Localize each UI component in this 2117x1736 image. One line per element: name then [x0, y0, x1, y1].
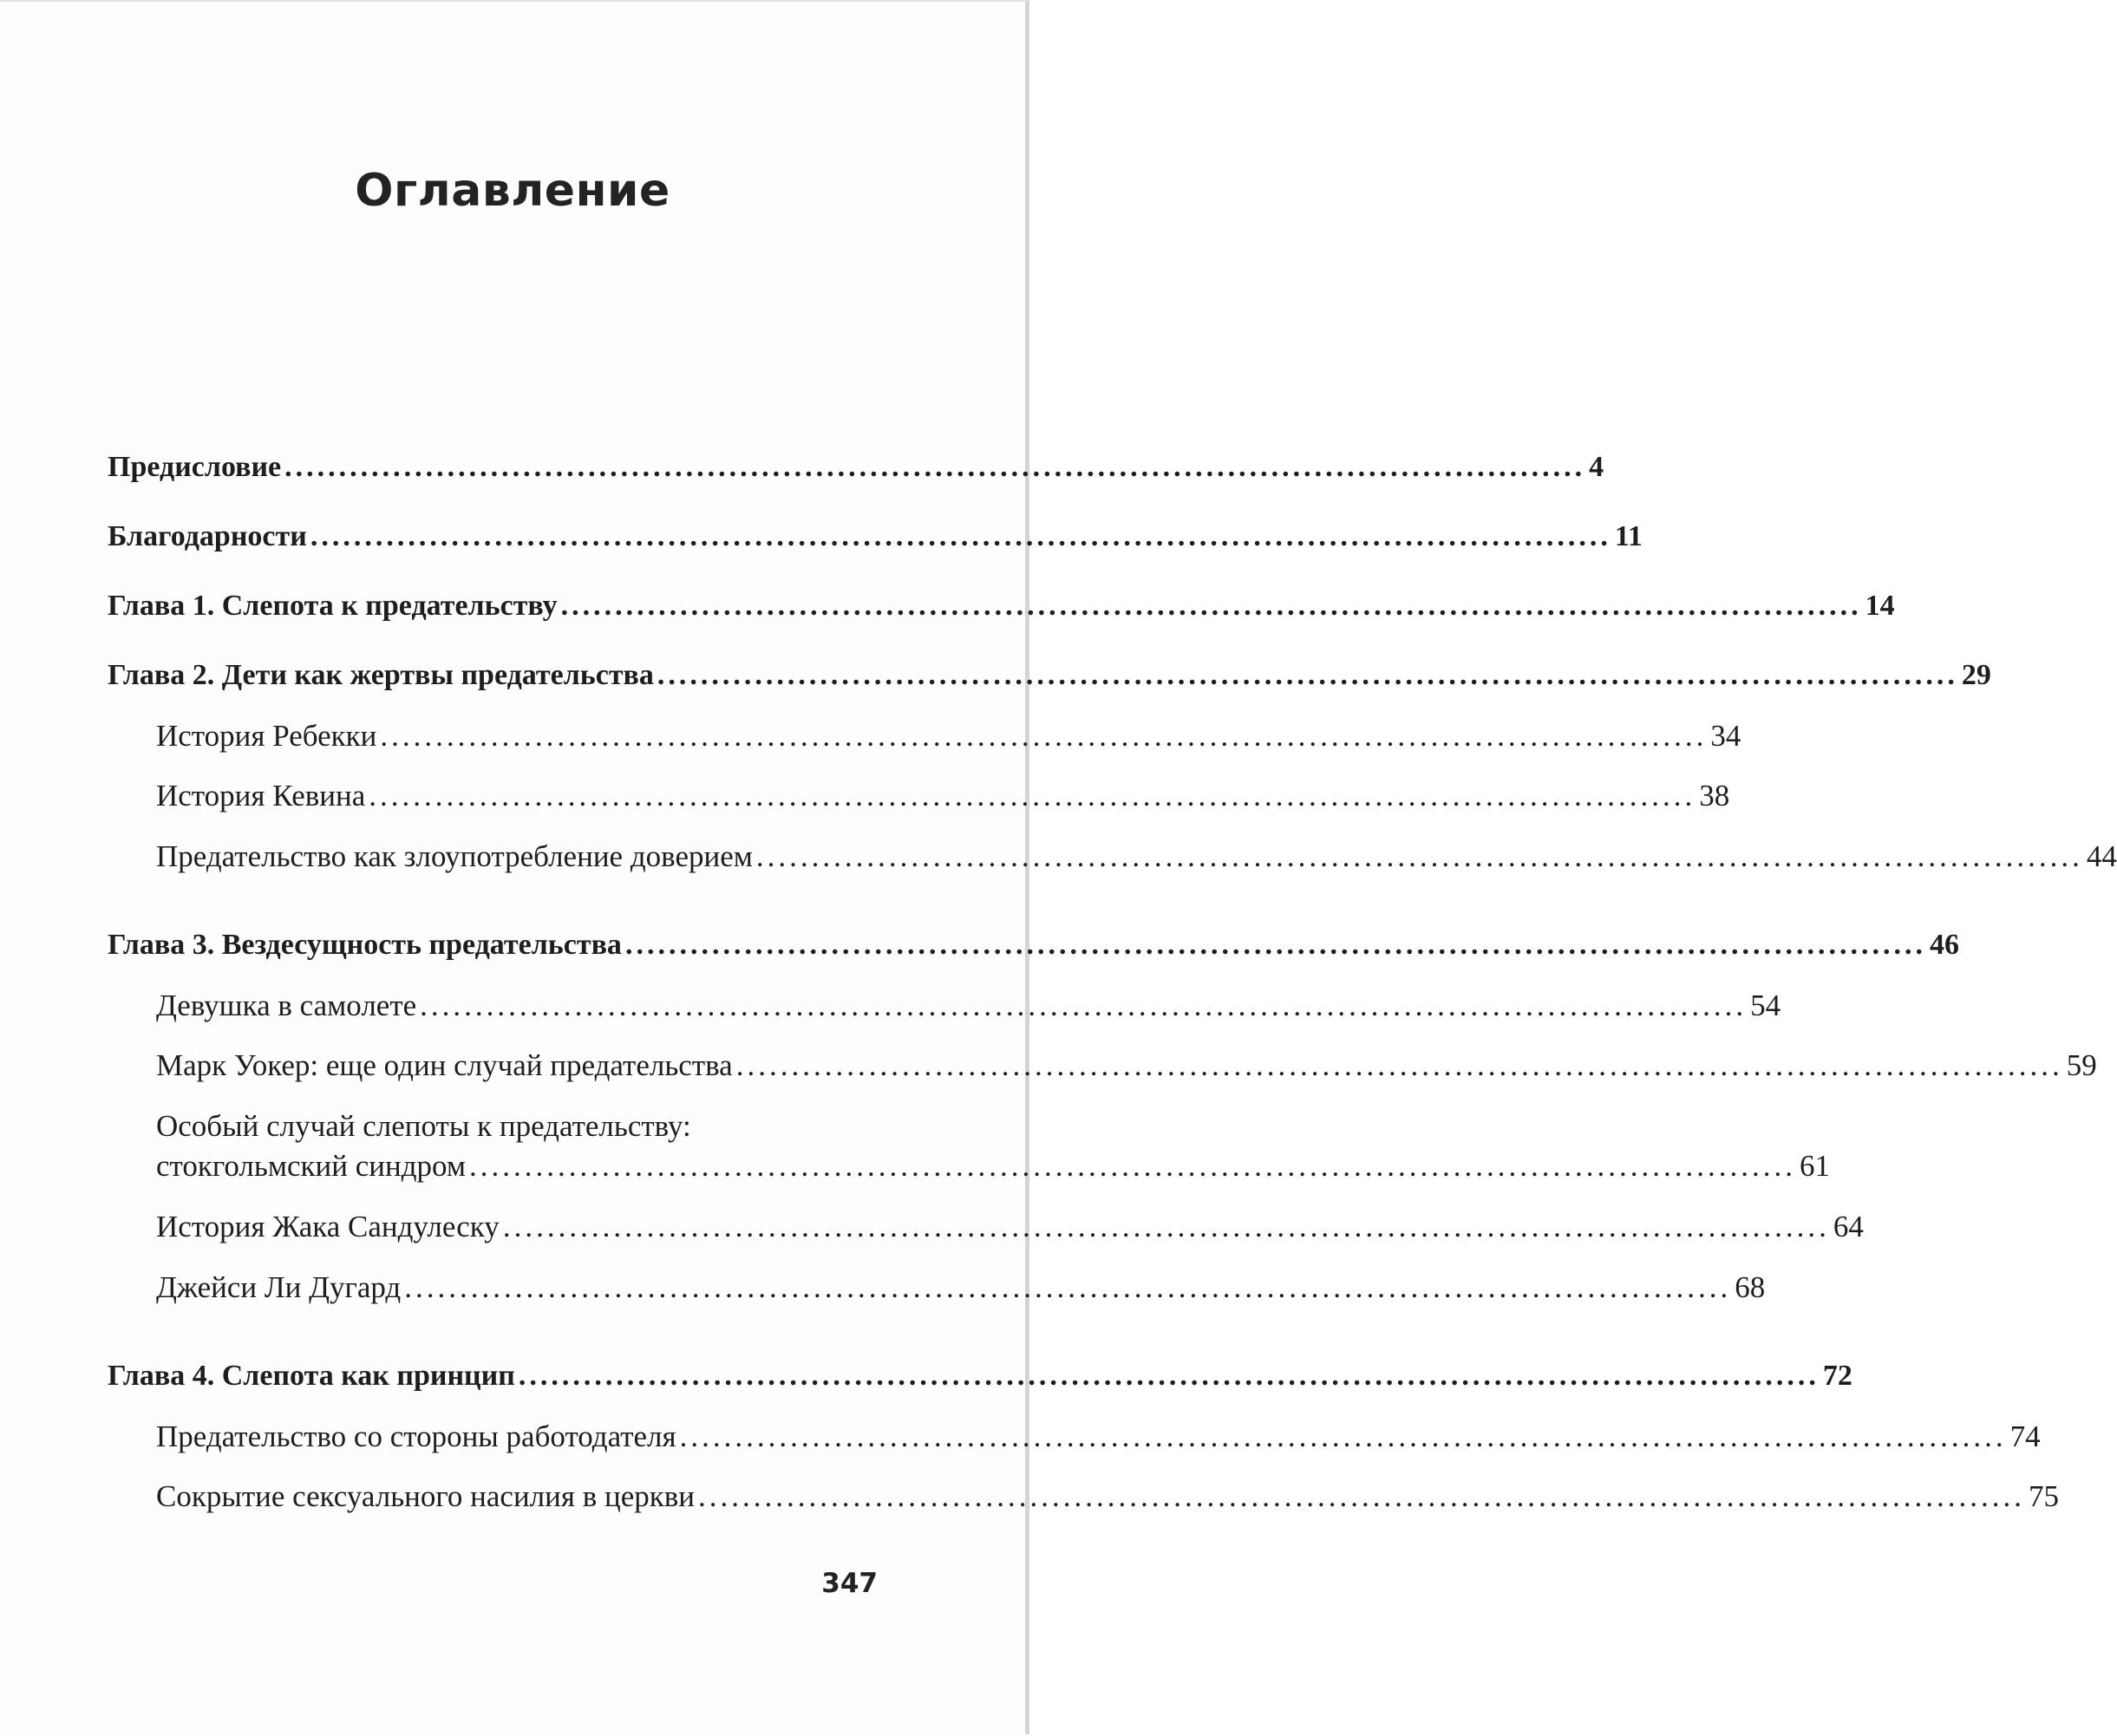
toc-entry-label: Глава 2. Дети как жертвы предательства	[108, 659, 654, 691]
leader-dots: ........................................................................................................................	[369, 779, 1696, 813]
toc-entry-page: 29	[1961, 659, 1991, 691]
toc-entry-page: 38	[1699, 779, 1730, 813]
toc-subentry	[156, 838, 2117, 876]
leader-dots: ........................................................................................................................	[560, 590, 1862, 622]
leader-dots: ........................................................................................................................	[502, 1210, 1830, 1243]
toc-subentry	[156, 1147, 1831, 1185]
leader-dots: ........................................................................................................................	[284, 451, 1586, 483]
leader-dots: ........................................................................................................................	[518, 1360, 1820, 1392]
toc-entry-chapter-4	[108, 1357, 1852, 1395]
toc-entry-label: Джейси Ли Дугард	[156, 1270, 402, 1304]
toc-subentry	[156, 777, 1730, 815]
page-title: Оглавление	[355, 165, 670, 217]
toc-entry-chapter-1	[108, 587, 1895, 625]
toc-entry-label: Девушка в самолете	[156, 989, 417, 1022]
toc-entry-page: 64	[1833, 1210, 1864, 1243]
toc-entry-chapter-3	[108, 926, 1959, 964]
toc-entry-label: Предательство как злоупотребление доверием	[156, 839, 753, 873]
leader-dots: ........................................................................................................................	[624, 929, 1926, 961]
table-of-contents	[108, 2, 2117, 1736]
toc-entry-page: 59	[2066, 1048, 2097, 1082]
toc-subentry-first-line: Особый случай слепоты к предательству:	[156, 1109, 691, 1143]
toc-entry-page: 34	[1710, 719, 1741, 753]
toc-entry-page: 14	[1865, 590, 1895, 622]
toc-entry-label: Глава 1. Слепота к предательству	[108, 590, 558, 622]
toc-entry-label: Благодарности	[108, 520, 307, 552]
toc-entry-label: Предисловие	[108, 451, 282, 483]
page-number: 347	[821, 1568, 878, 1599]
toc-entry-label: История Ребекки	[156, 719, 377, 753]
toc-entry-label: Глава 3. Вездесущность предательства	[108, 929, 622, 961]
toc-entry-page: 4	[1589, 451, 1604, 483]
toc-entry-page: 61	[1800, 1149, 1831, 1183]
toc-subentry	[156, 1418, 2041, 1456]
toc-entry-page: 75	[2029, 1479, 2060, 1513]
toc-entry-page: 11	[1614, 520, 1643, 552]
toc-entry-label: Марк Уокер: еще один случай предательства	[156, 1048, 733, 1082]
leader-dots: ........................................................................................................................	[310, 520, 1611, 552]
toc-entry-page: 54	[1750, 989, 1781, 1022]
toc-subentry	[156, 1208, 1864, 1246]
toc-entry-page: 72	[1822, 1360, 1852, 1392]
leader-dots: ........................................................................................................................	[735, 1048, 2063, 1082]
toc-entry-label: История Жака Сандулеску	[156, 1210, 500, 1243]
toc-subentry	[156, 1478, 2060, 1516]
toc-entry-label: стокгольмский синдром	[156, 1149, 467, 1183]
toc-subentry	[156, 1269, 1766, 1307]
toc-subentry	[156, 1047, 2097, 1085]
toc-entry-acknowledgements	[108, 518, 1643, 556]
toc-entry-page: 68	[1735, 1270, 1766, 1304]
toc-entry-page: 46	[1929, 929, 1959, 961]
leader-dots: ........................................................................................................................	[698, 1479, 2026, 1513]
toc-entry-label: Глава 4. Слепота как принцип	[108, 1360, 515, 1392]
toc-entry-label: Предательство со стороны работодателя	[156, 1419, 676, 1453]
leader-dots: ........................................................................................................................	[404, 1270, 1732, 1304]
leader-dots: ........................................................................................................................	[679, 1419, 2007, 1453]
leader-dots: ........................................................................................................................	[469, 1149, 1797, 1183]
toc-entry-page: 74	[2009, 1419, 2041, 1453]
leader-dots: ........................................................................................................................	[380, 719, 1708, 753]
leader-dots: ........................................................................................................................	[420, 989, 1748, 1022]
toc-entry-page: 44	[2086, 839, 2117, 873]
toc-entry-preface	[108, 448, 1604, 486]
toc-subentry	[156, 987, 1781, 1025]
leader-dots: ........................................................................................................................	[755, 839, 2083, 873]
toc-entry-chapter-2	[108, 656, 1991, 695]
leader-dots: ........................................................................................................................	[657, 659, 1958, 691]
toc-entry-label: История Кевина	[156, 779, 366, 813]
toc-subentry	[156, 717, 1741, 755]
toc-entry-label: Сокрытие сексуального насилия в церкви	[156, 1479, 696, 1513]
